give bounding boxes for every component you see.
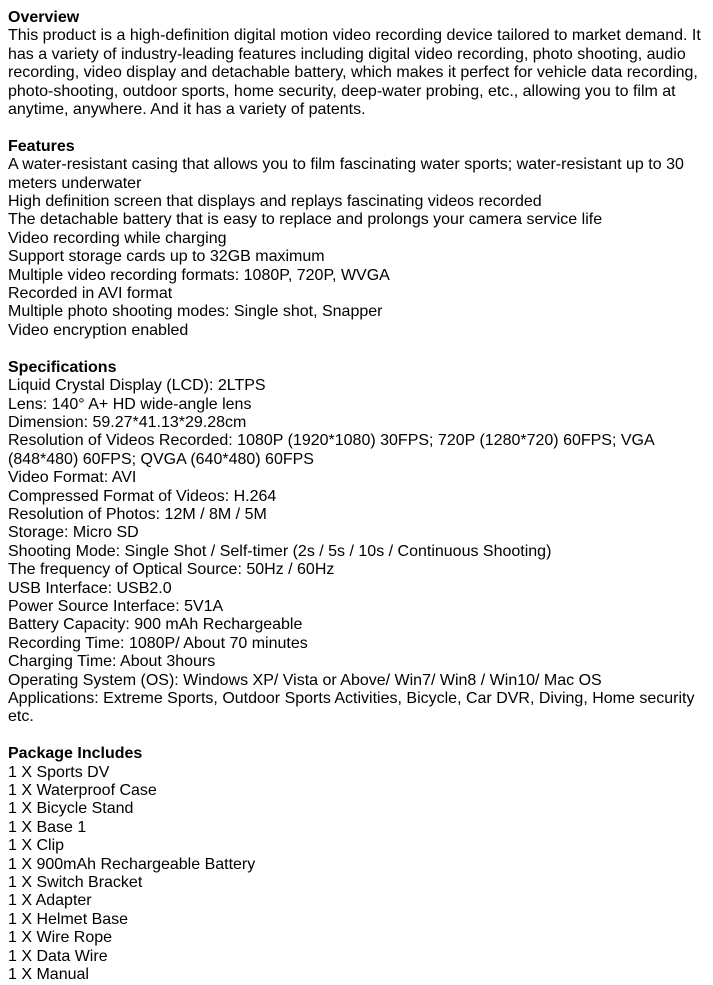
package-item: 1 X Clip <box>8 837 65 855</box>
section-overview <box>8 9 707 119</box>
feature-item: A water-resistant casing that allows you to film fascinating water sports; water-resistant up to 30 meters underwater <box>8 156 684 192</box>
package-item: 1 X Switch Bracket <box>8 874 143 892</box>
package-item: 1 X Helmet Base <box>8 910 129 928</box>
spec-item: The frequency of Optical Source: 50Hz / 60Hz <box>8 561 335 579</box>
package-item: 1 X 900mAh Rechargeable Battery <box>8 855 256 873</box>
feature-item: Video recording while charging <box>8 229 227 247</box>
package-item: 1 X Wire Rope <box>8 929 113 947</box>
package-item: 1 X Waterproof Case <box>8 782 157 800</box>
spec-item: USB Interface: USB2.0 <box>8 579 172 597</box>
spec-item: Storage: Micro SD <box>8 524 139 542</box>
package-item: 1 X Bicycle Stand <box>8 800 134 818</box>
package-item: 1 X Data Wire <box>8 947 108 965</box>
spec-item: Charging Time: About 3hours <box>8 653 216 671</box>
spec-item: Applications: Extreme Sports, Outdoor Sports Activities, Bicycle, Car DVR, Diving, Home security etc. <box>8 690 695 726</box>
spec-item: Compressed Format of Videos: H.264 <box>8 487 277 505</box>
feature-item: Recorded in AVI format <box>8 285 173 303</box>
section-features <box>8 138 707 340</box>
package-includes-heading: Package Includes <box>8 745 143 763</box>
feature-item: High definition screen that displays and replays fascinating videos recorded <box>8 193 542 211</box>
section-specifications <box>8 359 707 727</box>
section-package-includes <box>8 745 707 984</box>
spec-item: Liquid Crystal Display (LCD): 2LTPS <box>8 377 266 395</box>
spec-item: Battery Capacity: 900 mAh Rechargeable <box>8 616 303 634</box>
spec-item: Recording Time: 1080P/ About 70 minutes <box>8 634 308 652</box>
feature-item: Multiple video recording formats: 1080P, 720P, WVGA <box>8 266 390 284</box>
feature-item: Multiple photo shooting modes: Single shot, Snapper <box>8 303 383 321</box>
spec-item: Resolution of Photos: 12M / 8M / 5M <box>8 505 267 523</box>
feature-item: Video encryption enabled <box>8 321 189 339</box>
spec-item: Power Source Interface: 5V1A <box>8 597 224 615</box>
features-heading: Features <box>8 137 75 155</box>
package-item: 1 X Adapter <box>8 892 92 910</box>
package-item: 1 X Manual <box>8 966 89 984</box>
feature-item: Support storage cards up to 32GB maximum <box>8 248 325 266</box>
feature-item: The detachable battery that is easy to replace and prolongs your camera service life <box>8 211 603 229</box>
spec-item: Video Format: AVI <box>8 469 137 487</box>
specifications-heading: Specifications <box>8 358 117 376</box>
spec-item: Operating System (OS): Windows XP/ Vista or Above/ Win7/ Win8 / Win10/ Mac OS <box>8 671 602 689</box>
spec-item: Shooting Mode: Single Shot / Self-timer (2s / 5s / 10s / Continuous Shooting) <box>8 542 552 560</box>
spec-item: Lens: 140° A+ HD wide-angle lens <box>8 395 252 413</box>
overview-paragraph: This product is a high-definition digital motion video recording device tailored to market demand. It has a variety of industry-leading features including digital video recording, photo shooting, audio recording, video display and detachable battery, which makes it perfect for vehicle data recording, photo-shooting, outdoor sports, home security, deep-water probing, etc., allowing you to film at anytime, anywhere. And it has a variety of patents. <box>8 27 701 119</box>
spec-item: Dimension: 59.27*41.13*29.28cm <box>8 413 247 431</box>
package-item: 1 X Base 1 <box>8 818 87 836</box>
package-item: 1 X Sports DV <box>8 763 110 781</box>
overview-heading: Overview <box>8 9 80 26</box>
spec-item: Resolution of Videos Recorded: 1080P (1920*1080) 30FPS; 720P (1280*720) 60FPS; VGA (848*480) 60FPS; QVGA (640*480) 60FPS <box>8 432 654 468</box>
